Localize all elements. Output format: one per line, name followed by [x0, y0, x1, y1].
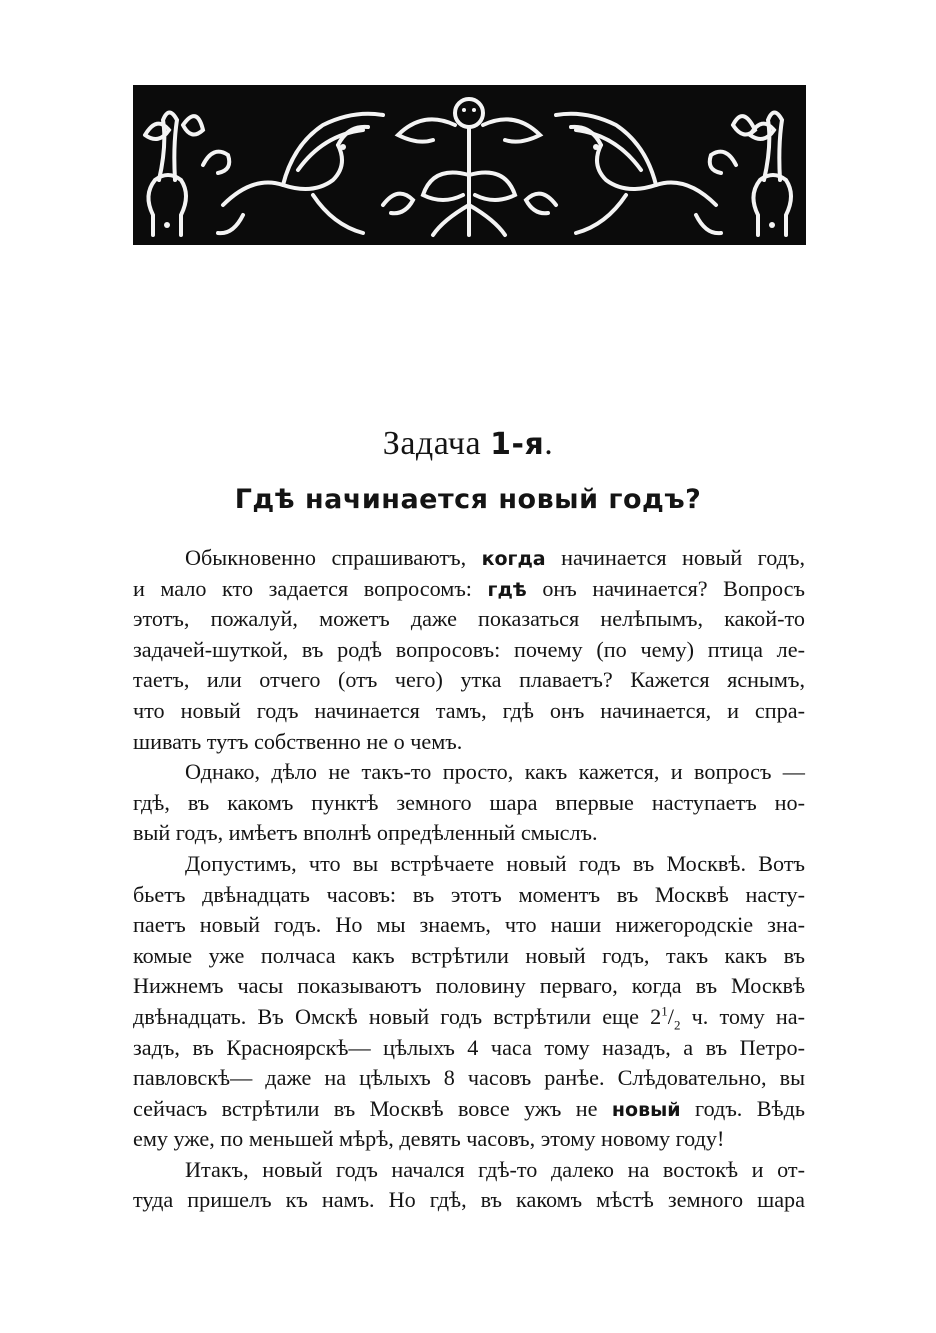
text-line: [133, 665, 805, 696]
text-segment: таетъ, или отчего (отъ чего) утка плаваетъ? Кажется яснымъ,: [133, 667, 805, 693]
text-line: [133, 635, 805, 666]
text-segment: начинается новый годъ,: [545, 545, 805, 570]
text-segment: Однако, дѣло не такъ-то просто, какъ кажется, и вопросъ —: [185, 759, 805, 785]
ornamental-header-banner: [133, 85, 806, 245]
text-segment: онъ начинается? Вопросъ: [526, 575, 805, 601]
text-segment: задъ, въ Красноярскѣ— цѣлыхъ 4 часа тому назадъ, а въ Петро-: [133, 1034, 805, 1060]
text-line: [133, 604, 805, 635]
text-segment: сейчасъ встрѣтили въ Москвѣ вовсе ужъ не: [133, 1095, 612, 1121]
text-line: [133, 727, 805, 758]
text-segment: 2: [673, 1017, 681, 1033]
text-line: [133, 574, 805, 605]
section-subtitle: Гдѣ начинается новый годъ?: [234, 484, 702, 515]
text-segment: Итакъ, новый годъ начался гдѣ-то далеко на востокѣ и от-: [185, 1156, 805, 1182]
body-text: [133, 543, 805, 1216]
task-title: [0, 425, 936, 463]
text-segment: бьетъ двѣнадцать часовъ: въ этотъ моментъ въ Москвѣ насту-: [133, 881, 805, 907]
text-line: [133, 1094, 805, 1125]
text-line: [133, 941, 805, 972]
text-line: [133, 1063, 805, 1094]
emphasized-word: гдѣ: [487, 578, 527, 601]
text-segment: гдѣ, въ какомъ пунктѣ земного шара впервые наступаетъ но-: [133, 789, 805, 815]
text-line: [133, 910, 805, 941]
text-line: [133, 818, 805, 849]
text-line: [133, 696, 805, 727]
emphasized-word: когда: [481, 548, 546, 570]
text-segment: Обыкновенно спрашиваютъ,: [185, 545, 482, 570]
task-number: 1-я: [490, 427, 545, 462]
text-segment: Допустимъ, что вы встрѣчаете новый годъ въ Москвѣ. Вотъ: [185, 850, 805, 876]
text-line: [133, 849, 805, 880]
emphasized-word: новый: [611, 1098, 681, 1121]
task-title-prefix: Задача: [382, 425, 491, 462]
text-segment: ч. тому на-: [680, 1003, 805, 1029]
text-segment: 1: [661, 1003, 668, 1019]
text-line: [133, 1124, 805, 1155]
text-segment: задачей-шуткой, въ родѣ вопросовъ: почему (по чему) птица ле-: [133, 636, 805, 662]
text-segment: павловскѣ— даже на цѣлыхъ 8 часовъ ранѣе. Слѣдовательно, вы: [133, 1065, 805, 1091]
text-line: [133, 880, 805, 911]
text-line: [133, 1155, 805, 1186]
text-segment: ему уже, по меньшей мѣрѣ, девять часовъ, этому новому году!: [133, 1126, 725, 1152]
text-line: [133, 788, 805, 819]
ornament-icon: [133, 85, 806, 245]
text-segment: вый годъ, имѣетъ вполнѣ опредѣленный смыслъ.: [133, 820, 598, 846]
text-segment: что новый годъ начинается тамъ, гдѣ онъ начинается, и спра-: [133, 697, 805, 723]
text-segment: двѣнадцать. Въ Омскѣ новый годъ встрѣтили еще 2: [133, 1003, 662, 1029]
text-segment: Нижнемъ часы показываютъ половину перваго, когда въ Москвѣ: [133, 973, 805, 999]
task-title-suffix: .: [544, 425, 554, 462]
text-segment: шивать тутъ собственно не о чемъ.: [133, 728, 463, 754]
text-segment: /: [667, 1003, 674, 1029]
text-segment: туда пришелъ къ намъ. Но гдѣ, въ какомъ мѣстѣ земного шара: [133, 1187, 805, 1213]
text-segment: комые уже полчаса какъ встрѣтили новый годъ, такъ какъ въ: [133, 942, 805, 968]
text-segment: паетъ новый годъ. Но мы знаемъ, что наши нижегородскіе зна-: [133, 912, 805, 938]
text-line: [133, 543, 805, 574]
text-segment: и мало кто задается вопросомъ:: [133, 575, 488, 601]
text-line: [133, 1185, 805, 1216]
text-line: [133, 1002, 805, 1033]
text-segment: этотъ, пожалуй, можетъ даже показаться нелѣпымъ, какой-то: [133, 606, 805, 632]
text-line: [133, 971, 805, 1002]
text-segment: годъ. Вѣдь: [680, 1095, 805, 1121]
text-line: [133, 1033, 805, 1064]
text-line: [133, 757, 805, 788]
